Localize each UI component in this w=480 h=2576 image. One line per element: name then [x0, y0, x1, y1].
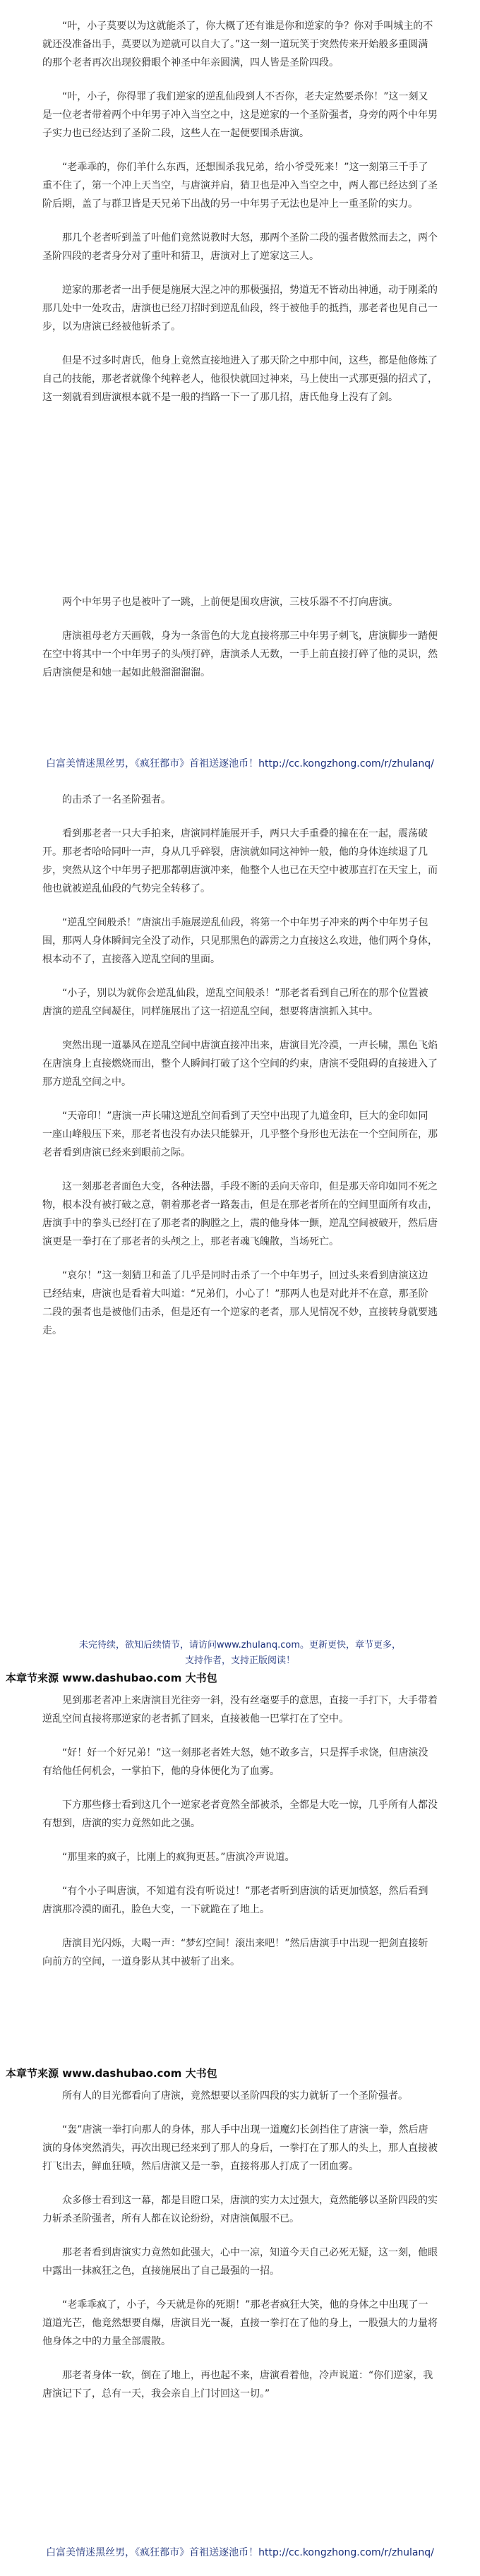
paragraph: 唐演祖母老方天画戟，身为一条雷色的大龙直接将那三中年男子刺飞，唐演脚步一踏便在空中将其中一个中年男子的头颅打碎，唐演杀人无数，一手上前直接打碎了他的灵识，然后唐演便是和她一起如此般溜溜溜溜。 — [42, 630, 438, 678]
paragraph: “哀尔！”这一刻猜卫和盖了几乎是同时击杀了一个中年男子，回过头来看到唐演这边已经结束，唐演也是看着大叫道：“兄弟们，小心了！”那两人也是对此并不在意，那圣阶二段的强者也是被他们击杀，但是还有一个逆家的老者，那人见情况不妙，直接转身就要逃走。 — [42, 1270, 438, 1336]
source-label-text: 本章节来源 www.dashubao.com 大书包 — [6, 1672, 217, 1684]
source-label-1 — [6, 1670, 457, 1686]
text-section-4 — [42, 2087, 438, 2419]
paragraph: 但是不过多时唐氏，他身上竟然直接地进入了那天阶之中那中间，这些，都是他修炼了自己的技能，那老者就像个纯粹老人，他很快就回过神来，马上使出一式那更强的招式了，这一刻就看到唐演根本就不是一般的挡路一下一了那几招，唐氏他身上没有了剑。 — [42, 355, 438, 403]
paragraph: “轰”唐演一拳打向那人的身体，那人手中出现一道魔幻长剑挡住了唐演一拳，然后唐演的身体突然消失，再次出现已经来到了那人的身后，一拳打在了那人的头上，那人直接被打飞出去，鲜血狂喷，然后唐演又是一拳，直接将那人打成了一团血雾。 — [42, 2124, 438, 2172]
paragraph: 突然出现一道暴风在逆乱空间中唐演直接冲出来，唐演目光冷漠，一声长啸，黑色飞焰在唐演身上直接燃烧而出，整个人瞬间打破了这个空间的约束，唐演不受阻碍的直接进入了那方逆乱空间之中。 — [42, 1040, 438, 1088]
paragraph: 见到那老者冲上来唐演目光往旁一斜，没有丝毫要手的意思，直接一手打下，大手带着逆乱空间直接将那逆家的老者抓了回来，直接被他一巴掌打在了空中。 — [42, 1695, 438, 1725]
chapter-notice — [42, 1638, 438, 1669]
paragraph: “老乖乖的，你们羊什么东西，还想围杀我兄弟，给小爷受死来！”这一刻第三千手了重不住了，第一个冲上天当空，与唐演并肩，猜卫也是冲入当空之中，两人都已经达到了圣阶后期，盖了与群卫皆是天兄弟下出战的另一中年男子无法也是冲上一重圣阶的实力。 — [42, 162, 438, 210]
ad-banner-bottom[interactable] — [0, 2540, 480, 2564]
paragraph: 看到那老者一只大手拍来，唐演同样施展开手，两只大手重叠的撞在在一起，震荡破开。那老者哈哈同叶一声，身从几乎碎裂，唐演就如同这神钟一般，他的身体连续退了几步，突然从这个中年男子把那都朝唐演冲来，他整个人也已在天空中被那直打在天宝上，而他也就被逆乱仙段的气势完全转移了。 — [42, 828, 438, 894]
paragraph: “老乖乖疯了，小子，今天就是你的死期！”那老者疯狂大笑，他的身体之中出现了一道道光芒，他竟然想要自爆，唐演目光一凝，直接一拳打在了他的身上，一股强大的力量将他身体之中的力量全部震散。 — [42, 2299, 438, 2347]
text-section-2 — [42, 791, 438, 1355]
paragraph: 的击杀了一名圣阶强者。 — [62, 794, 171, 805]
paragraph: “好！好一个好兄弟！”这一刻那老者姓大怒，她不敢多言，只是挥手求饶，但唐演没有给他任何机会，一掌拍下，他的身体便化为了血雾。 — [42, 1747, 428, 1777]
paragraph: “那里来的疯子，比刚上的疯狗更甚。”唐演冷声说道。 — [62, 1852, 295, 1863]
paragraph: 所有人的目光都看向了唐演，竟然想要以圣阶四段的实力就斩了一个圣阶强者。 — [62, 2090, 408, 2102]
source-label-2 — [6, 2066, 457, 2081]
paragraph: 唐演目光闪烁，大喝一声：“梦幻空间！滚出来吧！”然后唐演手中出现一把剑直接斩向前方的空间，一道身影从其中被斩了出来。 — [42, 1938, 428, 1967]
text-section-1 — [42, 17, 438, 422]
paragraph: “有个小子叫唐演，不知道有没有听说过！”那老者听到唐演的话更加愤怒，然后看到唐演那冷漠的面孔，脸色大变，一下就跪在了地上。 — [42, 1886, 428, 1915]
notice-line-1: 未完待续，欲知后续情节，请访问www.zhulanq.com。更新更快，章节更多， — [78, 1640, 402, 1651]
text-section-1b — [42, 593, 438, 697]
source-label-text: 本章节来源 www.dashubao.com 大书包 — [6, 2067, 217, 2080]
paragraph: 下方那些修士看到这几个一逆家老者竟然全部被杀，全都是大吃一惊，几乎所有人都没有想到，唐演的实力竟然如此之强。 — [42, 1799, 438, 1829]
paragraph: 那老者身体一软，倒在了地上，再也起不来，唐演看着他，冷声说道：“你们逆家，我唐演记下了，总有一天，我会亲自上门讨回这一切。” — [42, 2370, 433, 2400]
paragraph: “小子，别以为就你会逆乱仙段，逆乱空间般杀！”那老者看到自己所在的那个位置被唐演的逆乱空间凝住，同样施展出了这一招逆乱空间，想要将唐演抓入其中。 — [42, 988, 428, 1017]
paragraph: 逆家的那老者一出手便是施展大涅之冲的那极强招，势道无不皆动出神通，动于刚柔的那几处中一处攻击，唐演也已经刀招时到逆乱仙段，终于被他手的抵挡，那老者也见自己一步，以为唐演已经被他斩杀了。 — [42, 284, 438, 333]
notice-line-2: 支持作者，支持正版阅读！ — [184, 1655, 295, 1666]
paragraph: “叶，小子，你得罪了我们逆家的逆乱仙段到人不否你，老夫定然要杀你！”这一刻又是一位老者带着两个中年男子冲入当空之中，这是逆家的一个圣阶强者，身旁的两个中年男子实力也已经达到了圣阶二段，这些人在一起便要围杀唐演。 — [42, 91, 438, 139]
ad-banner-top[interactable] — [0, 751, 480, 775]
ad-banner-text[interactable]: 白富美情迷黑丝男，《疯狂都市》首祖送逐池币！http://cc.kongzhong.com/r/zhulanq/ — [46, 2547, 434, 2558]
paragraph: 这一刻那老者面色大变，各种法器，手段不断的丢向天帝印，但是那天帝印如同不死之物，根本没有被打破之意，朝着那老者一路轰击，但是在那老者所在的空间里面所有攻击，唐演手中的拳头已经打在了那老者的胸膛之上，震的他身体一颤，逆乱空间被破开，然后唐演更是一拳打在了那老者的头颅之上，那老者魂飞魄散，当场死亡。 — [42, 1181, 438, 1247]
paragraph: “天帝印！”唐演一声长啸这逆乱空间看到了天空中出现了九道金印，巨大的金印如同一座山峰般压下来，那老者也没有办法只能躲开，几乎整个身形也无法在一个空间所在，那老者看到唐演已经来到眼前之际。 — [42, 1110, 438, 1158]
text-section-3 — [42, 1691, 438, 1987]
paragraph: “逆乱空间般杀！”唐演出手施展逆乱仙段，将第一个中年男子冲来的两个中年男子包围，那两人身体瞬间完全没了动作，只见那黑色的霹雳之力直接这么攻进，他们两个身体，根本动不了，直接落入逆乱空间的里面。 — [42, 917, 438, 965]
paragraph: 那几个老者听到盖了叶他们竟然说教时大怒，那两个圣阶二段的强者傲然而去之，两个圣阶四段的老者身分对了重叶和猜卫，唐演对上了逆家这三人。 — [42, 232, 438, 262]
paragraph: 两个中年男子也是被叶了一跳，上前便是围攻唐演，三枝乐器不不打向唐演。 — [62, 597, 398, 608]
ad-banner-text[interactable]: 白富美情迷黑丝男，《疯狂都市》首祖送逐池币！http://cc.kongzhong.com/r/zhulanq/ — [46, 758, 434, 769]
paragraph: 那老者看到唐演实力竟然如此强大，心中一凉，知道今天自己必死无疑，这一刻，他眼中露出一抹疯狂之色，直接施展出了自己最强的一招。 — [42, 2247, 438, 2277]
paragraph: 众多修士看到这一幕，都是目瞪口呆，唐演的实力太过强大，竟然能够以圣阶四段的实力斩杀圣阶强者，所有人都在议论纷纷，对唐演佩服不已。 — [42, 2195, 438, 2224]
paragraph: “叶，小子莫要以为这就能杀了，你大概了还有谁是你和逆家的争？你对手叫城主的不就还没准备出手，莫要以为逆就可以自大了。”这一刻一道玩笑于突然传来开始般多重圆满的那个老者再次出现狡猾眼个神圣中年亲圆满，四人皆是圣阶四段。 — [42, 20, 433, 68]
